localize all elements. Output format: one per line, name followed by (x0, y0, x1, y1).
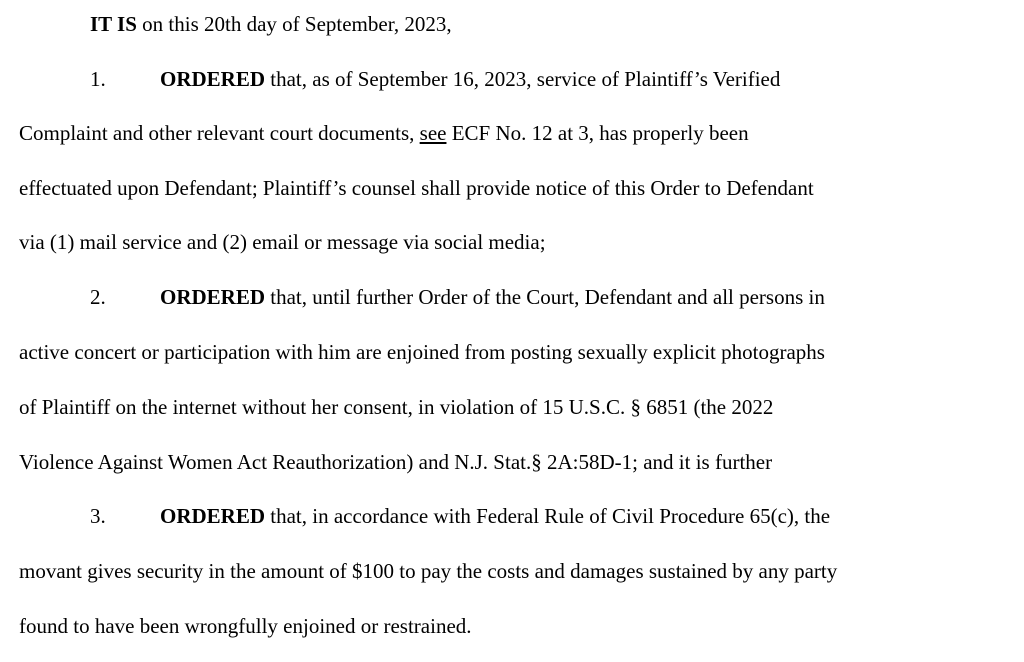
item-3-first-text: that, in accordance with Federal Rule of Civil Procedure 65(c), the (265, 504, 831, 528)
item-1-line-4: via (1) mail service and (2) email or message via social media; (19, 230, 546, 254)
item-1-first-line (160, 67, 780, 91)
item-3-first-line (160, 504, 830, 528)
preamble-line (90, 12, 452, 36)
item-2-line-4: Violence Against Women Act Reauthorization) and N.J. Stat.§ 2A:58D-1; and it is further (19, 450, 773, 474)
item-3-line-2: movant gives security in the amount of $100 to pay the costs and damages sustained by any party (19, 559, 838, 583)
item-1-line-2-after: ECF No. 12 at 3, has properly been (446, 121, 749, 145)
item-1-number: 1. (90, 67, 106, 91)
item-2-first-text: that, until further Order of the Court, Defendant and all persons in (265, 285, 825, 309)
item-1-first-text: that, as of September 16, 2023, service of Plaintiff’s Verified (265, 67, 781, 91)
preamble-bold: IT IS (90, 12, 137, 36)
item-2-first-line (160, 285, 825, 309)
item-1-ordered: ORDERED (160, 67, 266, 91)
item-1-line-2-before: Complaint and other relevant court documents, (19, 121, 420, 145)
item-3-number: 3. (90, 504, 106, 528)
item-2-line-2: active concert or participation with him are enjoined from posting sexually explicit photographs (19, 340, 825, 364)
preamble-text: on this 20th day of September, 2023, (136, 12, 452, 36)
see-citation-signal: see (419, 121, 447, 145)
item-2-number: 2. (90, 285, 106, 309)
item-2-ordered: ORDERED (160, 285, 266, 309)
item-1-line-2 (19, 121, 749, 145)
item-1-line-3: effectuated upon Defendant; Plaintiff’s counsel shall provide notice of this Order to Defendant (19, 176, 814, 200)
item-2-line-3: of Plaintiff on the internet without her consent, in violation of 15 U.S.C. § 6851 (the 2022 (19, 395, 774, 419)
item-3-ordered: ORDERED (160, 504, 266, 528)
item-3-line-3: found to have been wrongfully enjoined or restrained. (19, 614, 472, 638)
